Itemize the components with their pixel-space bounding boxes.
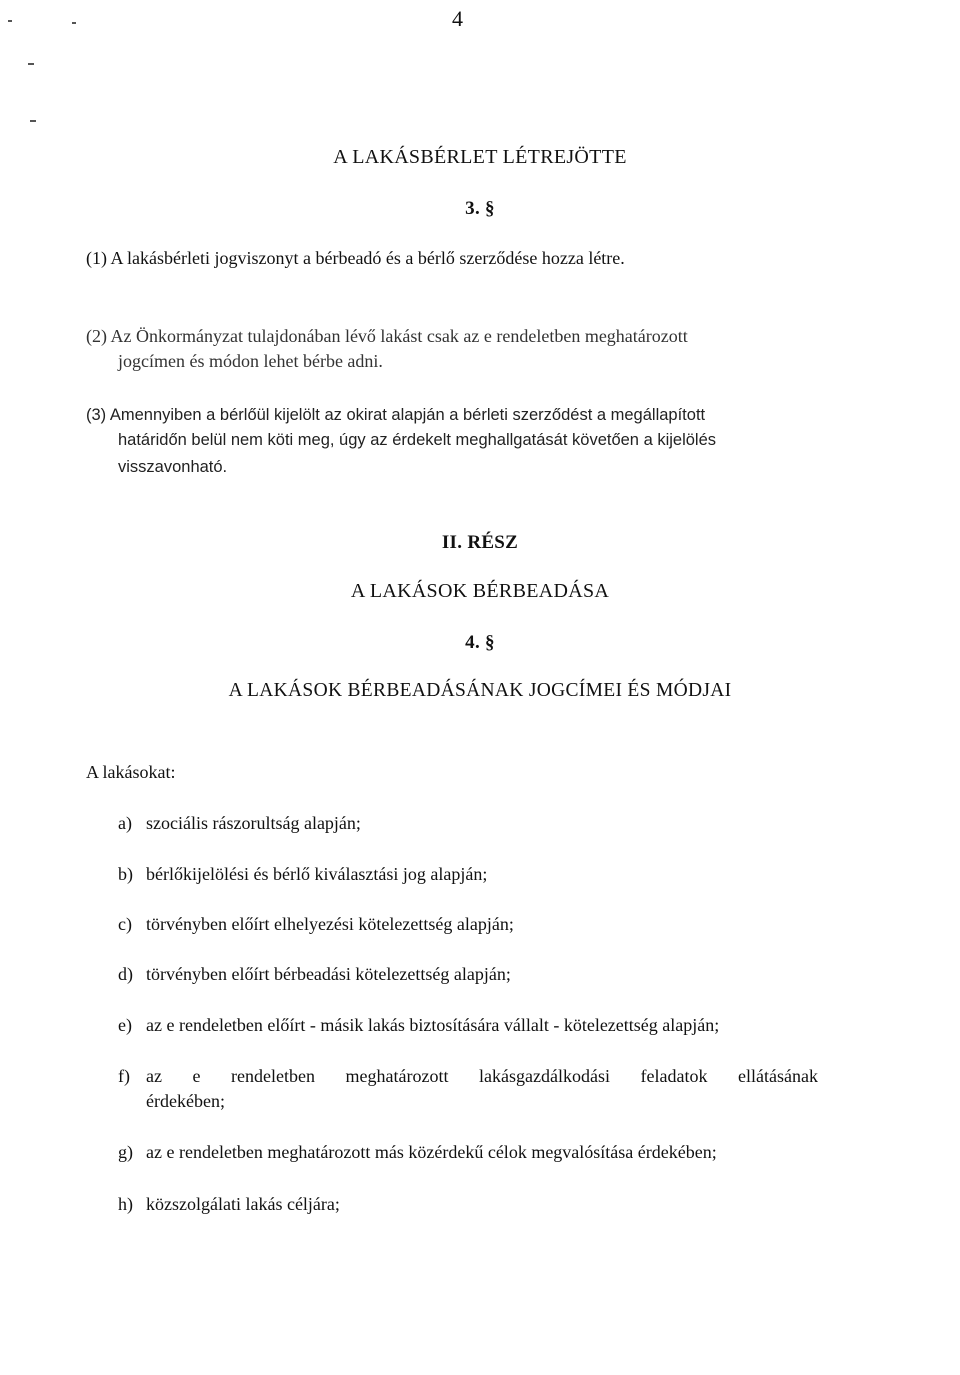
paragraph-number: (1) <box>86 248 107 268</box>
scan-speck <box>30 120 36 122</box>
list-item-text: szociális rászorultság alapján; <box>146 813 361 833</box>
list-item-text: közszolgálati lakás céljára; <box>146 1194 340 1214</box>
list-item <box>118 912 818 937</box>
list-item-letter: h) <box>118 1194 133 1214</box>
list-item-text-continuation: érdekében; <box>146 1091 225 1111</box>
paragraph-text-line: Amennyiben a bérlőül kijelölt az okirat alapján a bérleti szerződést a megállapított <box>109 406 706 424</box>
paragraph-2 <box>86 324 826 349</box>
paragraph-text-line: Az Önkormányzat tulajdonában lévő lakást csak az e rendeletben meghatározott <box>110 326 688 346</box>
list-item <box>118 862 818 887</box>
list-item-letter: c) <box>118 914 132 934</box>
list-item-text: az e rendeletben előírt - másik lakás biztosítására vállalt - kötelezettség alapján; <box>146 1015 720 1035</box>
paragraph-mark: 4. § <box>465 632 495 653</box>
list-item-letter: f) <box>118 1066 130 1086</box>
list-item-letter: g) <box>118 1142 133 1162</box>
page-number: 4 <box>452 6 463 31</box>
list-item <box>118 1013 818 1038</box>
scan-speck <box>8 20 12 22</box>
list-item <box>118 962 818 987</box>
part-heading: A LAKÁSOK BÉRBEADÁSA <box>350 580 610 602</box>
list-item-text: az e rendeletben meghatározott lakásgazdálkodási feladatok ellátásának <box>146 1066 818 1086</box>
paragraph-mark: 3. § <box>465 198 495 219</box>
paragraph-3-continuation: határidőn belül nem köti meg, úgy az érdekelt meghallgatását követően a kijelölés <box>118 431 717 449</box>
list-item-text: törvényben előírt bérbeadási kötelezettség alapján; <box>146 964 511 984</box>
list-item-letter: d) <box>118 964 133 984</box>
paragraph-2-continuation: jogcímen és módon lehet bérbe adni. <box>118 351 383 371</box>
section-title: A LAKÁSBÉRLET LÉTREJÖTTE <box>333 146 627 168</box>
part-subtitle: A LAKÁSOK BÉRBEADÁSÁNAK JOGCÍMEI ÉS MÓDJAI <box>228 680 732 701</box>
scan-speck <box>28 63 34 65</box>
list-item <box>118 811 818 836</box>
paragraph-number: (2) <box>86 326 107 346</box>
list-item-text: törvényben előírt elhelyezési kötelezettség alapján; <box>146 914 514 934</box>
paragraph-3-continuation: visszavonható. <box>118 458 228 476</box>
list-item-letter: b) <box>118 864 133 884</box>
list-item-text: bérlőkijelölési és bérlő kiválasztási jog alapján; <box>146 864 488 884</box>
paragraph-number: (3) <box>86 406 107 424</box>
list-item <box>118 1140 818 1165</box>
part-title: II. RÉSZ <box>441 532 519 553</box>
list-item-text: az e rendeletben meghatározott más közérdekű célok megvalósítása érdekében; <box>146 1142 717 1162</box>
scan-speck <box>72 22 76 24</box>
paragraph-3 <box>86 403 826 428</box>
list-item <box>118 1192 818 1217</box>
paragraph-1 <box>86 246 826 271</box>
list-item-letter: a) <box>118 813 132 833</box>
list-intro: A lakásokat: <box>86 762 176 782</box>
paragraph-text: A lakásbérleti jogviszonyt a bérbeadó és a bérlő szerződése hozza létre. <box>110 248 625 268</box>
list-item-letter: e) <box>118 1015 132 1035</box>
list-item <box>118 1064 818 1114</box>
